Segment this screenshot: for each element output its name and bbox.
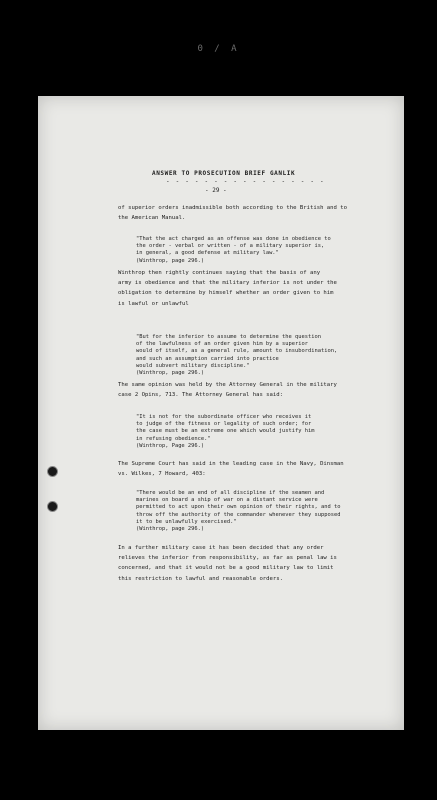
paragraph: The same opinion was held by the Attorney General in the military case 2 Opins, 713. The Attorney General has said:	[118, 382, 337, 399]
punch-hole	[47, 501, 58, 512]
frame-number: 0 / A	[197, 44, 240, 54]
quotation: "But for the inferior to assume to determine the question of the lawfulness of an order given him by a superior would of itself, as a general rule, amount to insubordination, and such an assumption carried into practice would subvert military discipline." (Winthrop, page 296.)	[136, 334, 338, 377]
paragraph: The Supreme Court has said in the leading case in the Navy, Dinsman vs. Wilkes, 7 Howard, 403:	[118, 461, 344, 478]
paragraph: In a further military case it has been decided that any order relieves the inferior from responsibility, as far as penal law is concerned, and that it would not be a good military law to limit this restriction to lawful and reasonable orders.	[118, 545, 337, 582]
quotation: "It is not for the subordinate officer who receives it to judge of the fitness or legality of such order; for the case must be an extreme one which would justify him in refusing obedience." (Winthrop, Page 296.)	[136, 414, 315, 449]
quotation: "There would be an end of all discipline if the seamen and marines on board a ship of war on a distant service were permitted to act upon their own opinion of their rights, and to throw off the authority of the commander whenever they supposed it to be unlawfully exercised." (Winthrop, page 296.)	[136, 490, 341, 533]
document-title: ANSWER TO PROSECUTION BRIEF GANLIK	[152, 170, 296, 177]
page-number: - 29 -	[205, 187, 227, 194]
punch-hole	[47, 466, 58, 477]
quotation: "That the act charged as an offense was done in obedience to the order - verbal or written - of a military superior is, in general, a good defense at military law." (Winthrop, page 296.)	[136, 236, 331, 264]
paragraph: of superior orders inadmissible both according to the British and to the American Manual.	[118, 205, 348, 222]
title-underline: - - - - - - - - - - - - - - - - -	[166, 178, 325, 185]
paragraph: Winthrop then rightly continues saying that the basis of any army is obedience and that the military inferior is not under the obligation to determine by himself whether an order given to him is lawful or unlawful	[118, 270, 337, 307]
